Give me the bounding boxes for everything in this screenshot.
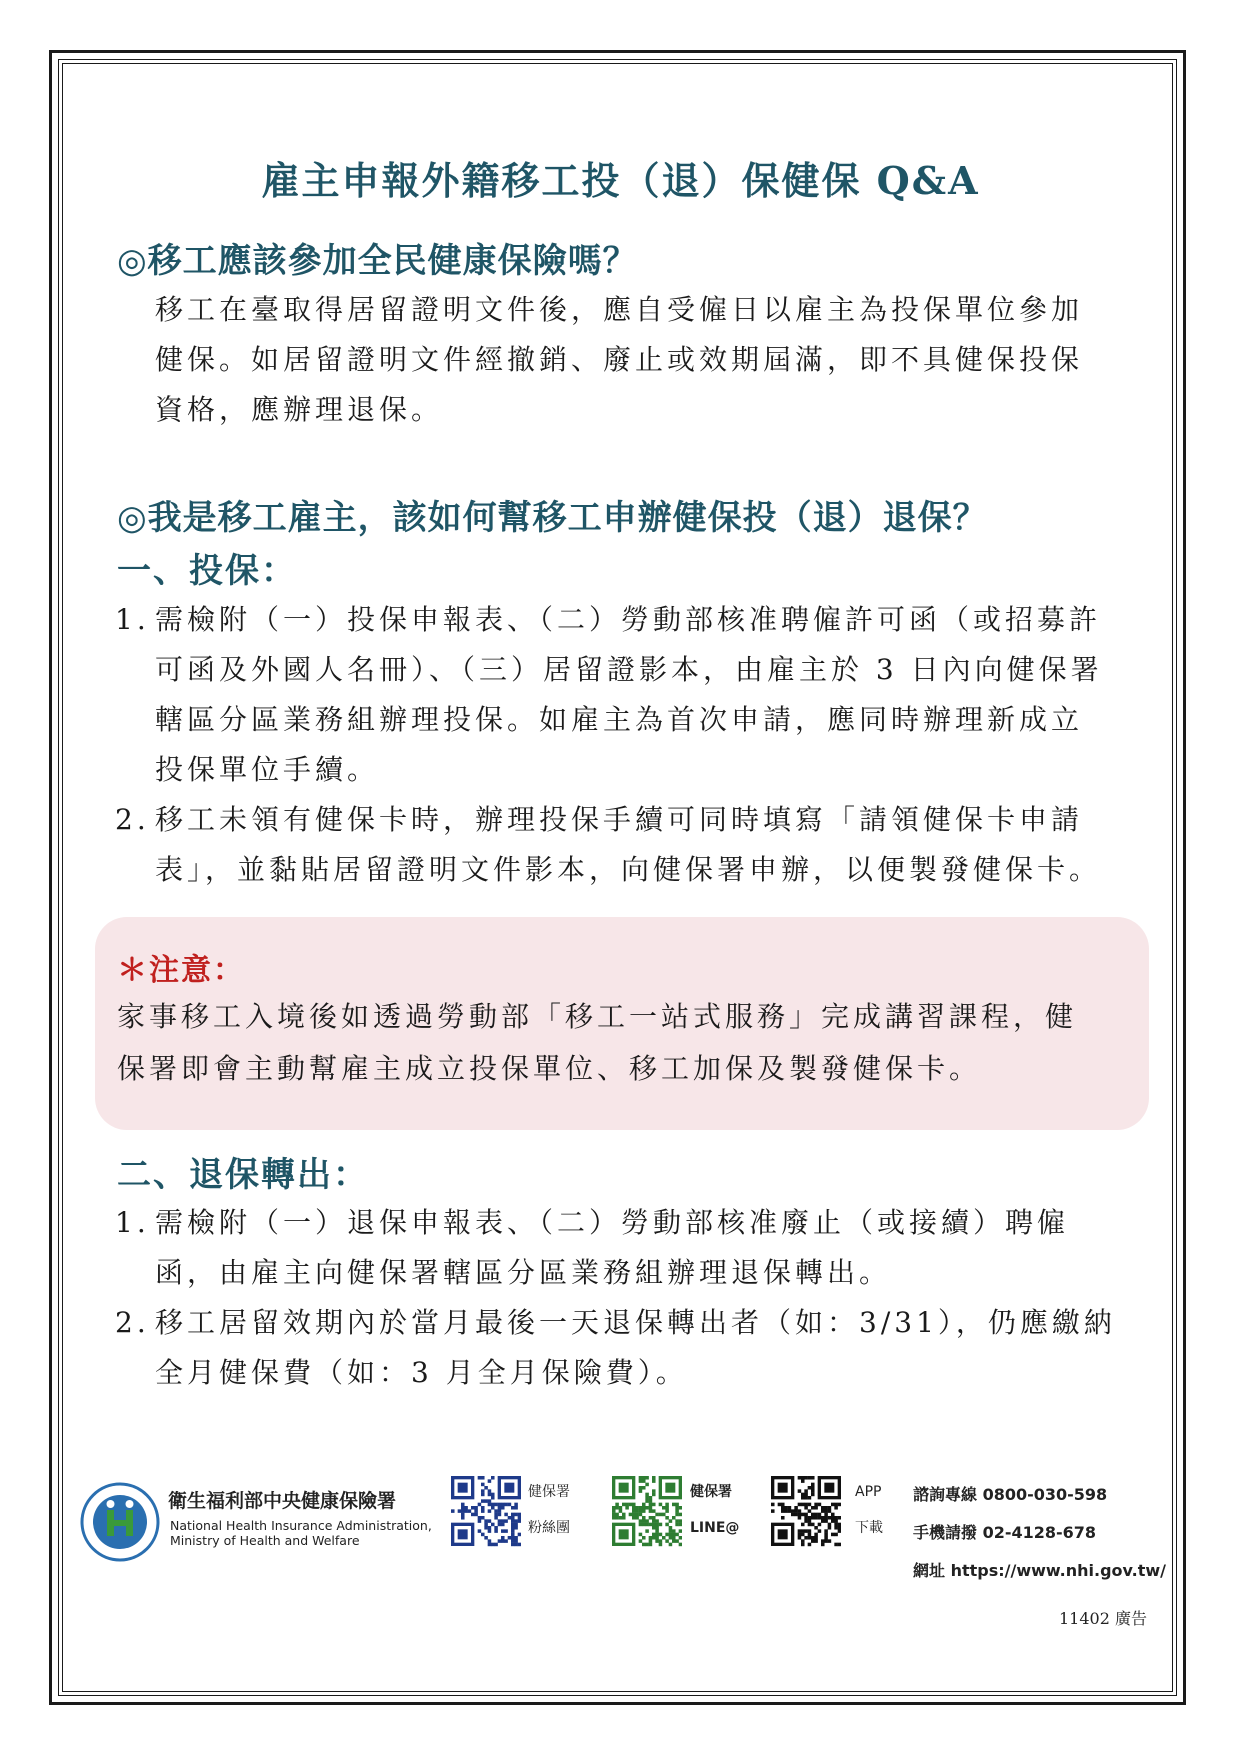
qr-label-line: LINE@ xyxy=(690,1520,740,1536)
contact-hotline: 諮詢專線 0800-030-598 xyxy=(913,1485,1108,1504)
qr-label-app xyxy=(855,1474,883,1546)
list-item-line: 轄區分區業務組辦理投保。如雇主為首次申請，應同時辦理新成立 xyxy=(155,703,1084,736)
list-item-line: 全月健保費（如：3 月全月保險費）。 xyxy=(155,1356,688,1389)
question-2: ◎我是移工雇主，該如何幫移工申辦健保投（退）退保？ xyxy=(117,498,988,538)
note-box xyxy=(95,917,1149,1130)
list-item-line: 移工居留效期內於當月最後一天退保轉出者（如：3/31），仍應繳納 xyxy=(155,1306,1116,1339)
list-item-line: 函，由雇主向健保署轄區分區業務組辦理退保轉出。 xyxy=(155,1256,892,1289)
list-item-number: 1. xyxy=(115,603,150,636)
page-title: 雇主申報外籍移工投（退）保健保 Q&A xyxy=(261,158,980,203)
org-name-zh: 衛生福利部中央健康保險署 xyxy=(168,1490,397,1512)
footer xyxy=(0,1470,1241,1630)
contact-website[interactable]: 網址 https://www.nhi.gov.tw/ xyxy=(913,1561,1166,1580)
note-line: 家事移工入境後如透過勞動部「移工一站式服務」完成講習課程，健 xyxy=(117,1000,1078,1033)
qr-label-line: 健保署 xyxy=(690,1484,732,1500)
list-item xyxy=(115,1298,1145,1398)
list-item xyxy=(115,595,1145,795)
list-item-line: 投保單位手續。 xyxy=(155,753,380,786)
section-heading-enroll: 一、投保： xyxy=(117,551,297,591)
answer-1 xyxy=(155,285,1145,435)
qr-code-app-download-icon[interactable] xyxy=(771,1476,841,1550)
org-name-en-line: Ministry of Health and Welfare xyxy=(170,1533,360,1548)
org-name-en xyxy=(170,1518,432,1548)
list-item-number: 1. xyxy=(115,1206,150,1239)
org-name-en-line: National Health Insurance Administration, xyxy=(170,1518,432,1533)
list-item-line: 表」，並黏貼居留證明文件影本，向健保署申辦，以便製發健保卡。 xyxy=(155,853,1102,886)
qr-label-facebook xyxy=(528,1474,570,1546)
list-item-line: 需檢附（一）投保申報表、（二）勞動部核准聘僱許可函（或招募許 xyxy=(155,603,1102,636)
question-1: ◎移工應該參加全民健康保險嗎？ xyxy=(117,241,638,281)
qr-code-line-icon[interactable] xyxy=(612,1476,682,1550)
list-item-number: 2. xyxy=(115,803,150,836)
answer-1-line: 健保。如居留證明文件經撤銷、廢止或效期屆滿，即不具健保投保 xyxy=(155,343,1084,376)
qr-code-facebook-icon[interactable] xyxy=(451,1476,521,1550)
note-title: ＊注意： xyxy=(117,953,245,988)
ad-number: 11402 廣告 xyxy=(1059,1609,1147,1628)
list-item-line: 需檢附（一）退保申報表、（二）勞動部核准廢止（或接續）聘僱 xyxy=(155,1206,1070,1239)
qr-label-line-app xyxy=(690,1474,739,1546)
nhi-logo-icon xyxy=(80,1482,160,1562)
qr-label-line: 健保署 xyxy=(528,1484,570,1500)
list-item-line: 移工未領有健保卡時，辦理投保手續可同時填寫「請領健保卡申請 xyxy=(155,803,1084,836)
qr-label-line: 下載 xyxy=(855,1520,883,1536)
note-line: 保署即會主動幫雇主成立投保單位、移工加保及製發健保卡。 xyxy=(117,1052,982,1085)
contact-mobile: 手機請撥 02-4128-678 xyxy=(913,1523,1097,1542)
answer-1-line: 移工在臺取得居留證明文件後，應自受僱日以雇主為投保單位參加 xyxy=(155,293,1084,326)
list-item-number: 2. xyxy=(115,1306,150,1339)
section-heading-withdraw: 二、退保轉出： xyxy=(117,1155,369,1195)
answer-1-line: 資格，應辦理退保。 xyxy=(155,393,444,426)
qr-label-line: APP xyxy=(855,1484,882,1500)
list-item xyxy=(115,1198,1145,1298)
list-item-line: 可函及外國人名冊）、（三）居留證影本，由雇主於 3 日內向健保署 xyxy=(155,653,1103,686)
note-text xyxy=(117,991,1127,1095)
qr-label-line: 粉絲團 xyxy=(528,1520,570,1536)
list-item xyxy=(115,795,1145,895)
